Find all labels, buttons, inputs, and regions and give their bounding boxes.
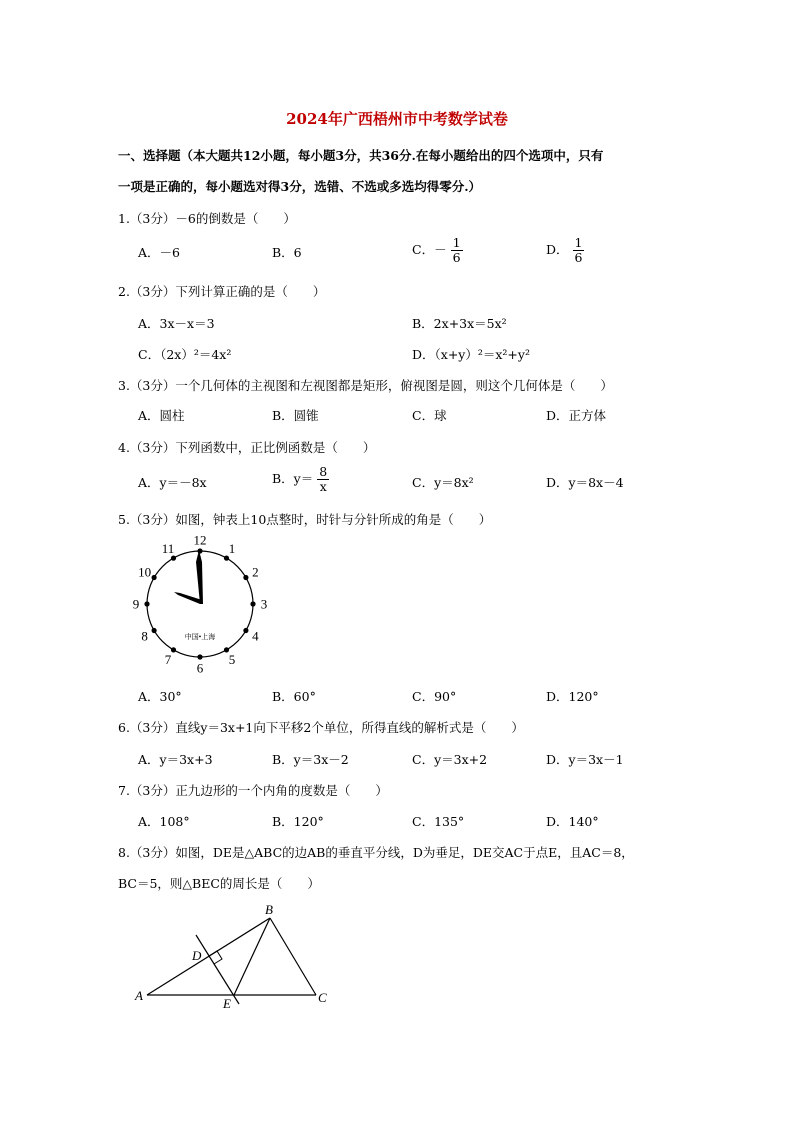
clock-hour-dot <box>152 575 157 580</box>
clock-hour-dot <box>171 647 176 652</box>
right-angle-marker <box>209 951 222 964</box>
question-2-option-b: B．2x+3x＝5x² <box>412 316 507 331</box>
question-5-option-a: A．30° <box>138 689 182 704</box>
clock-hour-dot <box>144 601 149 606</box>
clock-hour-dot <box>250 601 255 606</box>
question-6-option-a: A．y＝3x+3 <box>138 752 213 767</box>
clock-hour-dot <box>197 654 202 659</box>
question-2-option-a: A．3x－x＝3 <box>138 316 215 331</box>
clock-numeral: 3 <box>260 596 268 612</box>
question-2-option-d: D．（x+y）²＝x²+y² <box>412 347 530 362</box>
fraction-denominator: 6 <box>574 250 583 265</box>
fraction <box>317 465 329 494</box>
clock-hour-dot <box>243 628 248 633</box>
question-5-option-c: C．90° <box>412 689 457 704</box>
perpendicular-bisector-de <box>196 935 239 1004</box>
question-6-stem: 6.（3分）直线y＝3x+1向下平移2个单位，所得直线的解析式是（ ） <box>118 720 524 735</box>
question-5-stem: 5.（3分）如图，钟表上10点整时，时针与分针所成的角是（ ） <box>118 512 492 527</box>
clock-hour-dot <box>243 575 248 580</box>
question-1-option-c-prefix: C．－ <box>412 242 447 257</box>
clock-brand-text: 中国•上海 <box>184 633 216 641</box>
question-8-stem-line1: 8.（3分）如图，DE是△ABC的边AB的垂直平分线，D为垂足，DE交AC于点E，且AC＝8， <box>118 845 634 860</box>
clock-numeral: 9 <box>132 596 140 612</box>
question-1-option-d-prefix: D． <box>546 242 569 257</box>
question-7-stem: 7.（3分）正九边形的一个内角的度数是（ ） <box>118 783 388 798</box>
clock-numeral: 4 <box>252 628 259 644</box>
clock-numeral: 10 <box>138 564 152 580</box>
clock-hour-dot <box>197 548 202 553</box>
question-1-option-b: B．6 <box>272 245 302 260</box>
question-1-option-d <box>546 236 584 265</box>
clock-hour-dot <box>152 628 157 633</box>
triangle-figure <box>130 900 340 1015</box>
question-4-option-a: A．y＝－8x <box>138 475 207 490</box>
segment-bc <box>270 918 316 995</box>
fraction-numerator: 8 <box>319 464 328 479</box>
section-heading-line1: 一、选择题（本大题共12小题，每小题3分，共36分.在每小题给出的四个选项中，只有 <box>118 148 604 163</box>
clock-hour-dot <box>224 556 229 561</box>
question-7-option-d: D．140° <box>546 814 599 829</box>
fraction <box>451 236 463 265</box>
question-8-stem-line2: BC＝5，则△BEC的周长是（ ） <box>118 876 320 891</box>
question-3-stem: 3.（3分）一个几何体的主视图和左视图都是矩形，俯视图是圆，则这个几何体是（ ） <box>118 378 613 393</box>
question-3-option-c: C．球 <box>412 408 447 423</box>
clock-numeral: 8 <box>141 628 148 644</box>
question-4-option-c: C．y＝8x² <box>412 475 474 490</box>
question-3-option-b: B．圆锥 <box>272 408 319 423</box>
fraction-numerator: 1 <box>574 235 583 250</box>
question-7-option-c: C．135° <box>412 814 465 829</box>
clock-numeral: 6 <box>196 660 204 674</box>
question-6-option-b: B．y＝3x－2 <box>272 752 349 767</box>
minute-hand <box>196 550 203 604</box>
question-7-option-b: B．120° <box>272 814 324 829</box>
page-title: 2024年广西梧州市中考数学试卷 <box>286 110 508 128</box>
clock-figure <box>130 534 270 674</box>
label-point-a: A <box>135 988 143 1003</box>
label-point-d: D <box>192 948 202 963</box>
label-point-e: E <box>223 996 231 1011</box>
question-1-stem: 1.（3分）－6的倒数是（ ） <box>118 211 296 226</box>
question-3-option-a: A．圆柱 <box>138 408 185 423</box>
question-5-option-b: B．60° <box>272 689 316 704</box>
clock-hour-dot <box>171 556 176 561</box>
label-point-b: B <box>265 902 273 917</box>
clock-numeral: 12 <box>193 534 207 548</box>
question-4-option-d: D．y＝8x－4 <box>546 475 624 490</box>
question-2-stem: 2.（3分）下列计算正确的是（ ） <box>118 284 326 299</box>
question-4-option-b-prefix: B．y＝ <box>272 471 314 486</box>
question-7-option-a: A．108° <box>138 814 190 829</box>
fraction-numerator: 1 <box>452 235 461 250</box>
question-4-stem: 4.（3分）下列函数中，正比例函数是（ ） <box>118 440 376 455</box>
clock-numeral: 7 <box>164 651 172 667</box>
section-heading-line2: 一项是正确的，每小题选对得3分，选错、不选或多选均得零分.） <box>118 179 482 194</box>
question-1-option-c <box>412 236 463 265</box>
hour-hand <box>174 592 202 604</box>
question-1-option-a: A．－6 <box>138 245 180 260</box>
clock-numeral: 2 <box>252 564 259 580</box>
label-point-c: C <box>318 990 327 1005</box>
question-6-option-d: D．y＝3x－1 <box>546 752 624 767</box>
fraction-denominator: x <box>319 479 327 494</box>
clock-numeral: 11 <box>161 541 175 557</box>
question-6-option-c: C．y＝3x+2 <box>412 752 488 767</box>
clock-numeral: 1 <box>228 541 236 557</box>
question-2-option-c: C．（2x）²＝4x² <box>138 347 232 362</box>
fraction-denominator: 6 <box>452 250 461 265</box>
question-5-option-d: D．120° <box>546 689 599 704</box>
question-3-option-d: D．正方体 <box>546 408 607 423</box>
question-4-option-b <box>272 465 329 494</box>
clock-numeral: 5 <box>228 651 236 667</box>
fraction <box>573 236 585 265</box>
